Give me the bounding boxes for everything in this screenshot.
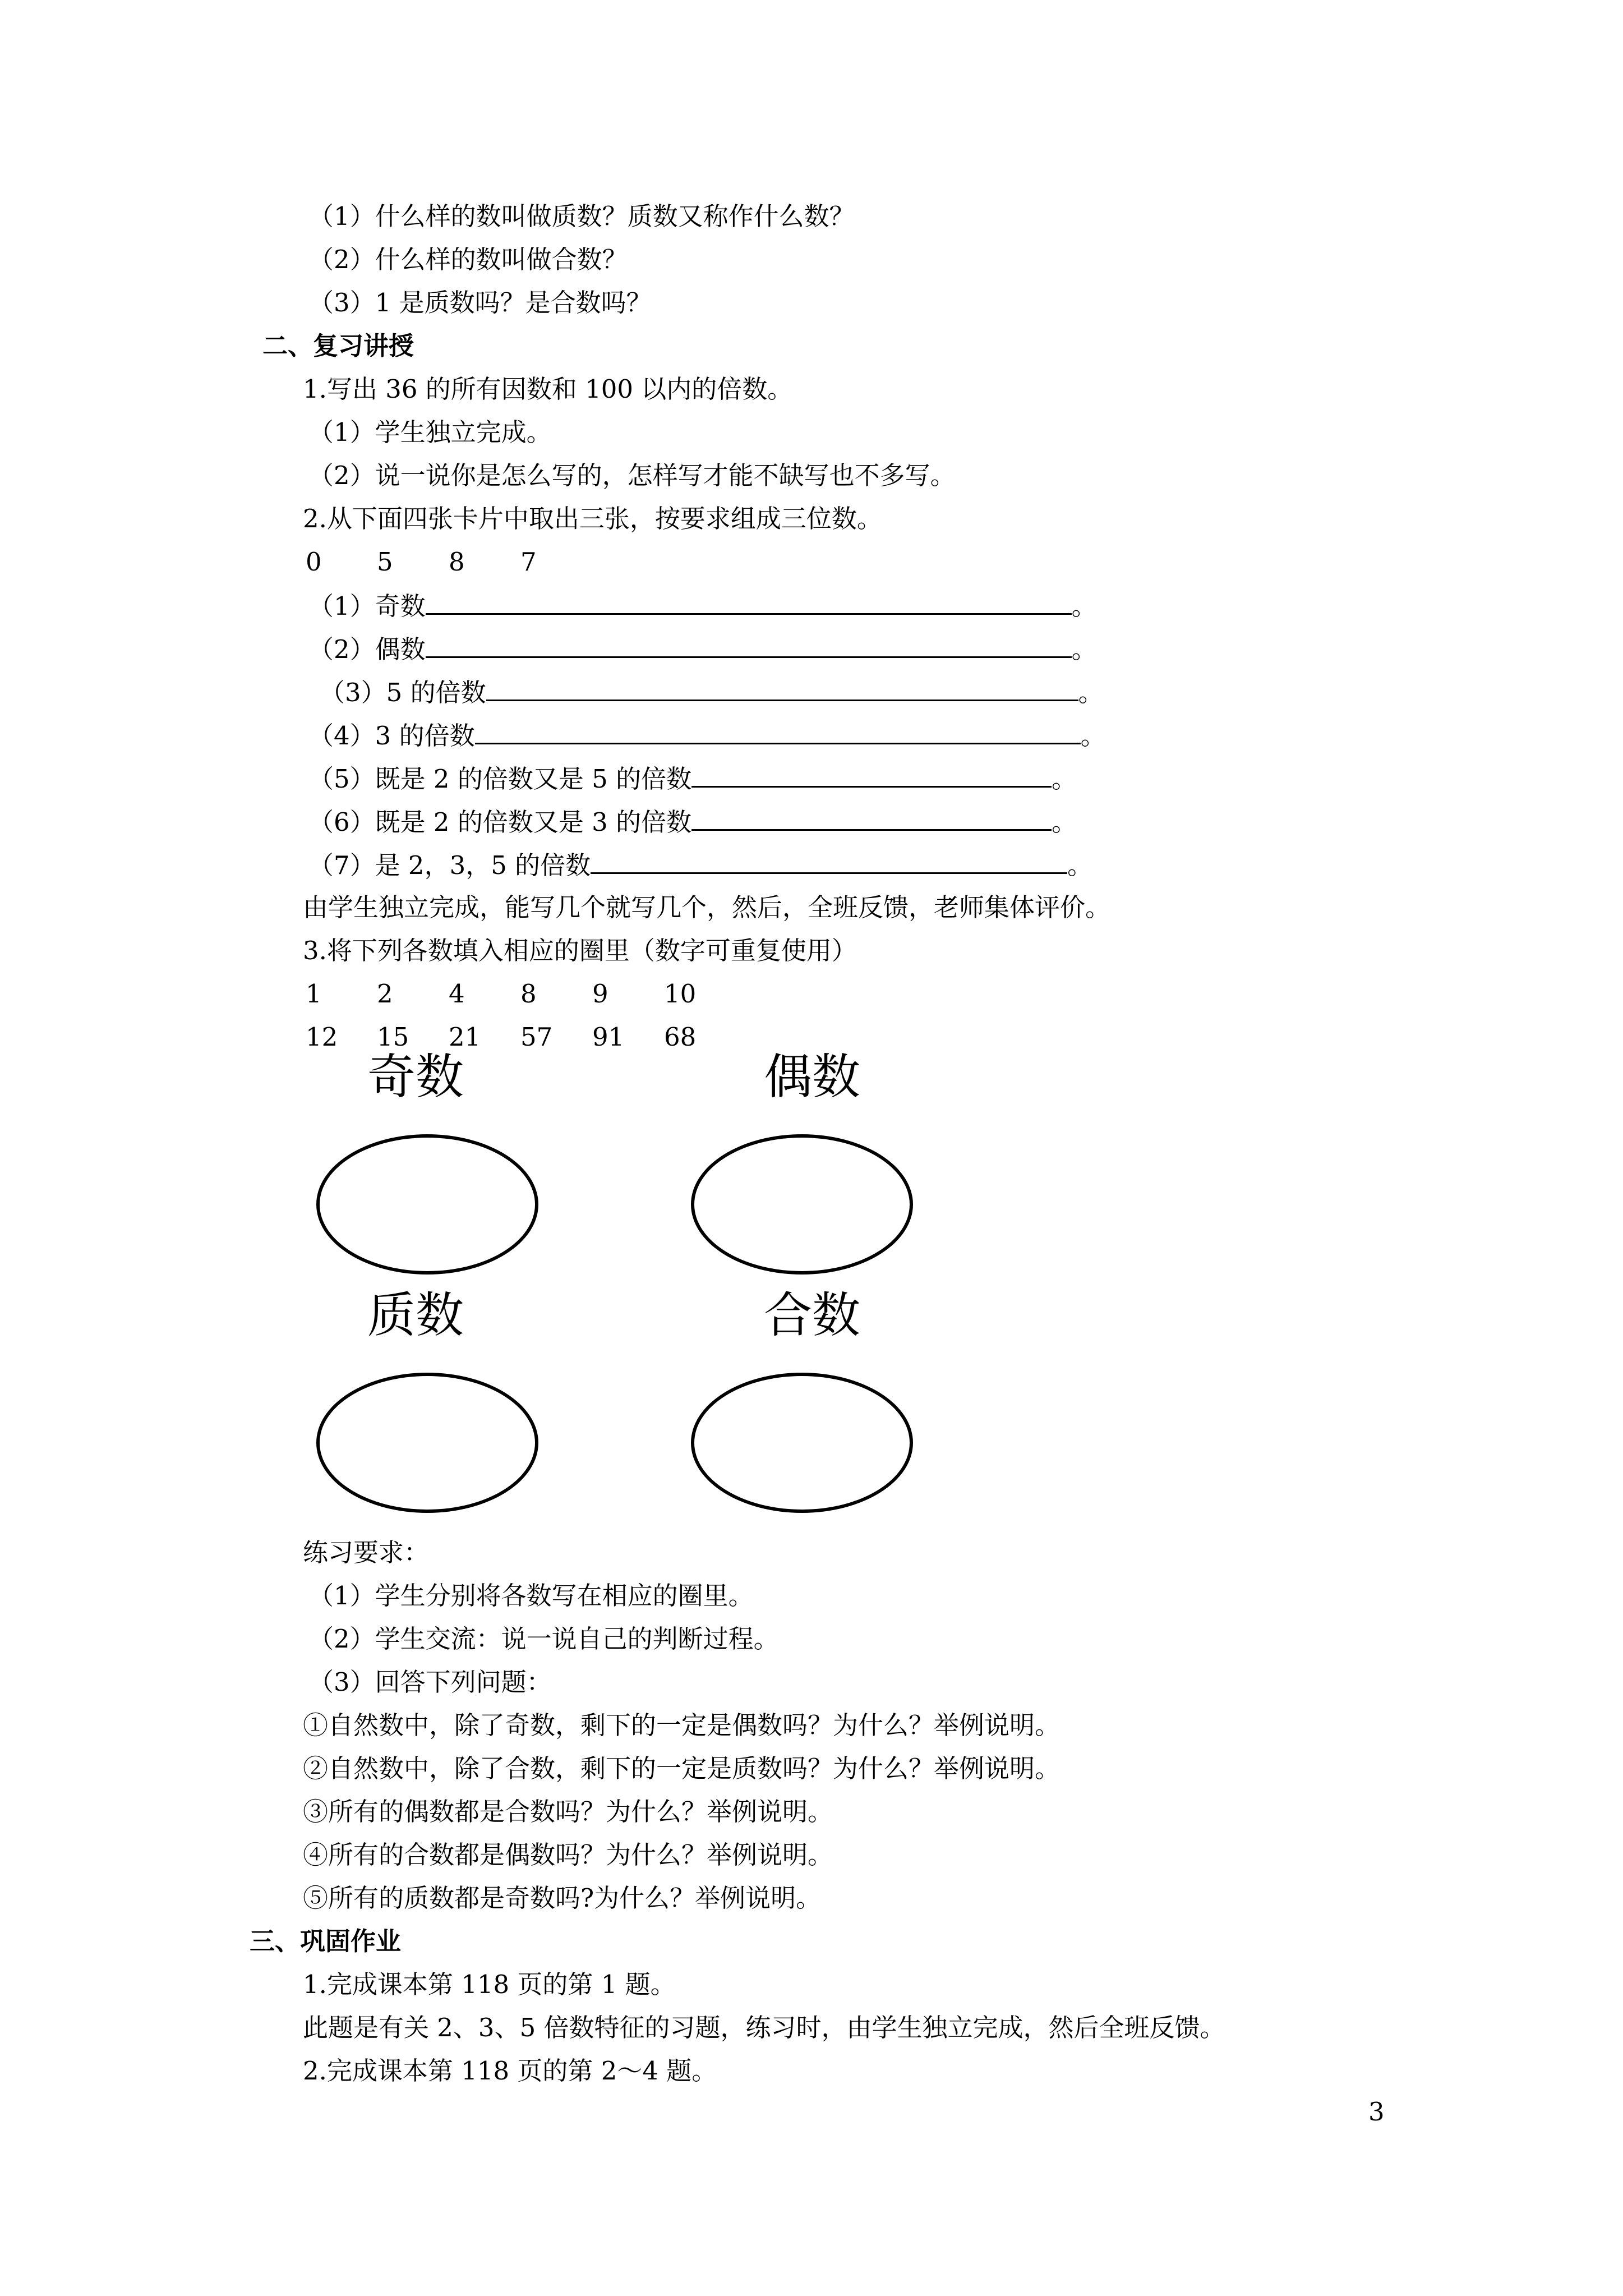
homework-note: 此题是有关 2、3、5 倍数特征的习题，练习时，由学生独立完成，然后全班反馈。	[303, 2013, 1225, 2042]
blank-item-label: （5）既是 2 的倍数又是 5 的倍数	[308, 764, 692, 794]
practice-step-3: （3）回答下列问题：	[308, 1667, 552, 1697]
practice-question-4: ④所有的合数都是偶数吗？为什么？举例说明。	[303, 1840, 833, 1870]
circle-label-even: 偶数	[764, 1049, 860, 1105]
item-period: 。	[1052, 807, 1077, 837]
intro-line-3: （3）1 是质数吗？是合数吗？	[308, 288, 652, 318]
practice-question-3: ③所有的偶数都是合数吗？为什么？举例说明。	[303, 1797, 833, 1826]
number-item: 10	[664, 979, 697, 1009]
page-number: 3	[1368, 2097, 1385, 2127]
blank-item-label: （4）3 的倍数	[308, 721, 475, 751]
answer-blank[interactable]	[486, 675, 1078, 701]
homework-1: 1.完成课本第 118 页的第 1 题。	[303, 1970, 676, 1999]
question-1-step-1: （1）学生独立完成。	[308, 417, 552, 447]
practice-step-2: （2）学生交流：说一说自己的判断过程。	[308, 1624, 779, 1654]
even-number-circle[interactable]	[691, 1134, 913, 1274]
card-number: 0	[306, 547, 322, 577]
answer-blank[interactable]	[591, 848, 1067, 874]
answer-blank[interactable]	[691, 804, 1052, 831]
card-number: 7	[520, 547, 537, 577]
blank-item-label: （1）奇数	[308, 591, 426, 621]
number-item: 8	[520, 979, 537, 1009]
number-item: 12	[306, 1022, 338, 1052]
item-period: 。	[1080, 721, 1106, 751]
number-item: 9	[592, 979, 608, 1009]
circle-label-composite: 合数	[764, 1287, 860, 1343]
question-1-title: 1.写出 36 的所有因数和 100 以内的倍数。	[303, 374, 793, 404]
question-2-title: 2.从下面四张卡片中取出三张，按要求组成三位数。	[303, 504, 882, 533]
practice-title: 练习要求：	[303, 1538, 430, 1567]
number-item: 91	[592, 1022, 625, 1052]
item-period: 。	[1071, 634, 1097, 664]
card-number: 5	[377, 547, 393, 577]
number-item: 57	[520, 1022, 553, 1052]
circle-label-odd: 奇数	[367, 1049, 464, 1105]
question-2-note: 由学生独立完成，能写几个就写几个，然后，全班反馈，老师集体评价。	[303, 892, 1111, 922]
homework-2: 2.完成课本第 118 页的第 2～4 题。	[303, 2056, 717, 2086]
blank-item-label: （3）5 的倍数	[320, 678, 486, 707]
card-number: 8	[449, 547, 465, 577]
answer-blank[interactable]	[475, 718, 1081, 744]
section-heading-homework: 三、巩固作业	[250, 1926, 402, 1956]
item-period: 。	[1052, 764, 1077, 794]
number-item: 4	[449, 979, 465, 1009]
number-item: 21	[449, 1022, 481, 1052]
blank-item-multiple-of-2-and-3	[308, 804, 1077, 839]
blank-item-multiple-of-2-and-5	[308, 761, 1077, 796]
blank-item-multiple-of-2-3-5	[308, 848, 1092, 882]
blank-item-label: （7）是 2，3，5 的倍数	[308, 850, 591, 880]
practice-question-5: ⑤所有的质数都是奇数吗?为什么？举例说明。	[303, 1883, 822, 1913]
answer-blank[interactable]	[426, 632, 1072, 658]
answer-blank[interactable]	[426, 588, 1072, 615]
blank-item-label: （6）既是 2 的倍数又是 3 的倍数	[308, 807, 692, 837]
composite-number-circle[interactable]	[691, 1373, 913, 1513]
item-period: 。	[1067, 850, 1093, 880]
practice-step-1: （1）学生分别将各数写在相应的圈里。	[308, 1581, 754, 1611]
number-item: 68	[664, 1022, 697, 1052]
number-item: 2	[377, 979, 393, 1009]
item-period: 。	[1071, 591, 1097, 621]
circle-label-prime: 质数	[367, 1287, 464, 1343]
section-heading-review: 二、复习讲授	[262, 331, 414, 361]
intro-line-2: （2）什么样的数叫做合数？	[308, 245, 628, 274]
intro-line-1: （1）什么样的数叫做质数？质数又称作什么数？	[308, 201, 855, 231]
blank-item-even	[308, 632, 1097, 666]
practice-question-2: ②自然数中，除了合数，剩下的一定是质数吗？为什么？举例说明。	[303, 1754, 1061, 1783]
number-row-1	[0, 977, 1623, 1011]
prime-number-circle[interactable]	[316, 1373, 538, 1513]
blank-item-multiple-of-3	[308, 718, 1106, 753]
card-numbers	[0, 545, 1623, 579]
blank-item-odd	[308, 588, 1097, 623]
question-1-step-2: （2）说一说你是怎么写的，怎样写才能不缺写也不多写。	[308, 461, 956, 490]
blank-item-multiple-of-5	[320, 675, 1104, 710]
item-period: 。	[1078, 678, 1104, 707]
blank-item-label: （2）偶数	[308, 634, 426, 664]
practice-question-1: ①自然数中，除了奇数，剩下的一定是偶数吗？为什么？举例说明。	[303, 1710, 1061, 1740]
answer-blank[interactable]	[691, 761, 1052, 788]
odd-number-circle[interactable]	[316, 1134, 538, 1274]
number-item: 15	[377, 1022, 409, 1052]
question-3-title: 3.将下列各数填入相应的圈里（数字可重复使用）	[303, 936, 857, 965]
number-item: 1	[306, 979, 322, 1009]
